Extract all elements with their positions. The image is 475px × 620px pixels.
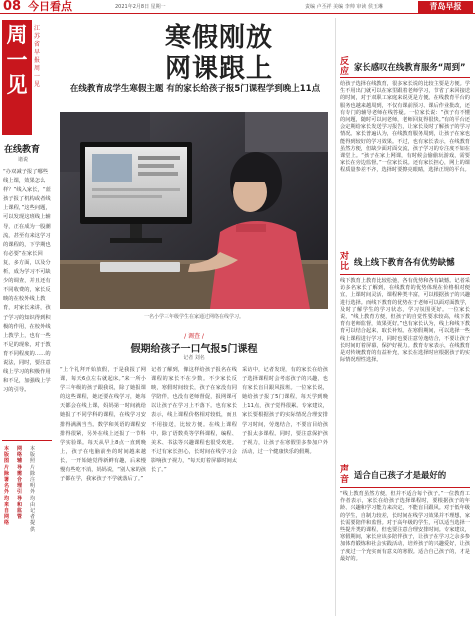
weekly-side-text: 江苏省早报周一见 [34, 25, 41, 88]
survey-column-2: 记者了解到，像这样给孩子报名在线课程的家长不在少数。不少家长反映，寒假时间较长，孩子在家没有同学陪伴，也没有老师督促，报网课可以让孩子在学习上不落下。也有家长表示，线上课程价格相对较低，而且不用接送，比较方便。在线上课程中，除了语数英等学科课程，编程、美术、书法等兴趣课程也很受欢迎。不过有家长担心，长时间在线学习会影响孩子视力，“每天盯着屏幕时间太长了。” [151, 367, 237, 474]
weekly-banner [2, 20, 32, 135]
section-label: 反应 [340, 57, 350, 77]
survey-tag: / 调查 / [184, 333, 204, 340]
section-headline: 家长感叹在线教育服务“周到” [354, 62, 466, 72]
survey-column-1: “上个礼拜开始放假，于是我报了网课，每天6点左右就起床。”来一所小学三年级的孩子跟我说，除了她报课的这些课程，她还要在线学习，她每天都会在线上课，妈妈第一时间就给她报了不同学科的课程，在线学习安排得满满当当。数学和英语的课程安排得很紧，另外在线上还报了一节科学实验课。每天从早上8点一直到晚上，孩子在电脑前坐的时间越来越长，一开始她觉得新鲜有趣，后来慢慢有些吃不消，妈妈说，“别人家的孩子都在学，我家孩子不学就落后了。” [60, 367, 146, 483]
column-divider [335, 18, 336, 616]
section-headline: 线上线下教育各有优势缺憾 [354, 257, 455, 267]
reaction-section [340, 57, 470, 247]
voice-section [340, 465, 470, 615]
commentary-body: “办双减子报了哪些线上课，效果怎么样？”线入家长，“蓝孩子报了机构或者线上课程，”这些问题，可以发现这班线上辅导，正在成为一股潮流，甚至有来这学习的课程的，下学期也有必要”在家长回复，多方面，以及分析，成为学习不可缺少的调查，并且还有不同收费的，家长反映的在校外线上教育，对家长来讲，孩子学习的知识得到积极的作用，在校外线上教学上，也有一些不足的现象，对于教育不同程度的……的说法，同时，要注意线上学习的积极作用和不足，加强线上学习的引导。 [3, 169, 51, 394]
section-body: 给孩子选择在线教育，很多家长说的比较主要是方便。学生不用出门就可以在家里跟着老师学习，节省了来回接送的时间，对于双职工家庭来说更是方便。在线教育平台的服务也越来越周到，不仅有课前预习、课后作业批改，还有专门的辅导老师在线答疑。一位家长说：“孩子有不懂的问题，随时可以问老师，老师回复得很快。”有的平台还会定期给家长发送学习报告，让家长及时了解孩子的学习情况。家长普遍认为，在线教育服务周到，让孩子在家也能得到较好的学习效果。不过，也有家长表示，在线教育虽然方便，但缺少面对面交流，孩子学习的专注度不如在课堂上。“孩子在家上网课，有时候会偷偷玩游戏，需要家长在旁边监督。”一位家长说。还有家长担心，网上的课程质量参差不齐，选择时要擦亮眼睛，选择正规的平台。 [340, 81, 470, 174]
survey-reporter: 记者 刘名 [183, 355, 205, 361]
weekly-title: 周一见 [6, 22, 28, 97]
divider [340, 487, 470, 488]
student-at-computer-illustration [60, 112, 328, 309]
subheadline: 在线教育成学生寒假主题 有的家长给孩子报5门课程学到晚上11点 [69, 84, 321, 94]
vertical-note-2: 网络辅导需合理引导和监管 [17, 446, 23, 521]
commentary-author: 诸说 [18, 157, 29, 163]
survey-column-3: 采访中，记者发现，有的家长在给孩子选择课程时会考虑孩子的兴趣，也有家长盲目跟风报班。一位家长说，她给孩子报了5门课程，每天学到晚上11点，孩子觉得很累。专家建议，家长要根据孩子的实际情况合理安排学习时间，劳逸结合，不要盲目给孩子报太多课程。同时，要注意保护孩子视力，让孩子在寒假里多参加户外活动，过一个健康快乐的假期。 [242, 367, 328, 455]
headline-line-1: 寒假刚放 [164, 23, 273, 53]
photo-caption: 一名小学三年级学生在家通过网络在线学习。 [143, 314, 244, 320]
news-photo [60, 112, 328, 309]
divider [2, 440, 52, 441]
editor-credits: 责编 卢丕祥 美编 李帅 审读 侯玉琳 [305, 4, 383, 10]
headline-line-2: 网课跟上 [164, 54, 273, 84]
section-body: “线上教育虽然方便，但并不适合每个孩子。”一位教育工作者表示，家长在给孩子选择课程时，要根据孩子的年龄、兴趣和学习能力来决定，不能盲目跟风。对于低年级的学生，自制力较差，长时间在线学习效果并不理想，家长需要陪伴和监督。对于高年级的学生，可以适当选择一些提升类的课程，但也要注意合理安排时间。专家建议，寒假期间，家长应该多陪伴孩子，让孩子在学习之余多参加体育锻炼和社会实践活动，培养孩子的兴趣爱好，让孩子度过一个充实而有意义的寒假。适合自己孩子的，才是最好的。 [340, 491, 470, 562]
section-headline: 适合自己孩子才是最好的 [354, 470, 447, 480]
divider [340, 274, 470, 275]
vertical-note-1: 本版图片除署名外均来自网络 [4, 446, 10, 527]
newspaper-logo: 青岛早报 [418, 1, 473, 13]
survey-headline: 假期给孩子一口气报5门课程 [130, 344, 258, 355]
page-number: 08 [3, 0, 22, 14]
section-label: 对比 [340, 252, 350, 272]
commentary-title: 在线教育 [4, 145, 41, 155]
section-label: 声音 [340, 465, 350, 485]
date-line: 2021年2月8日 星期一 [115, 4, 166, 10]
vertical-note-3: 本版照片除注明外均由记者提供 [30, 446, 36, 533]
divider [340, 77, 470, 78]
section-title: 今日看点 [28, 0, 72, 13]
section-body: 线下教育上教育比较松弛，各有优势和各有缺憾。记者采访多名家长了解到，在线教育的优势体现在价格相对便宜，上课时间灵活，课程种类丰富，可以根据孩子的兴趣进行选择。而线下教育的优势在于老师可以面对面教学，及时了解学生的学习状态，学习氛围更好。一位家长说，“线上教育方便，但孩子的自觉性要求较高，线下教育有老师监督，效果更好。”也有家长认为，线上和线下教育可以结合起来，取长补短。在寒假期间，可以选择一些线上课程进行学习，同时也要注意劳逸结合，不要让孩子长时间盯着屏幕，保护好视力。教育专家表示，在线教育是对传统教育的有益补充，家长在选择时应根据孩子的实际情况理性选择。 [340, 278, 470, 364]
